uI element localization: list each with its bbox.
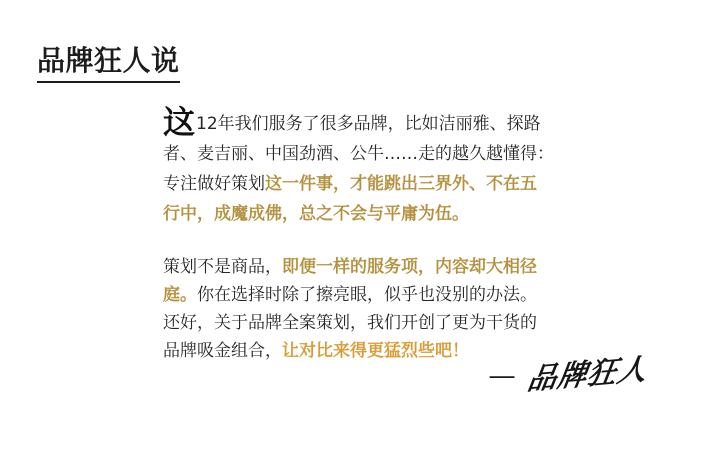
body-text: 品牌吸金组合， [163, 341, 282, 361]
body-text: 你在选择时除了擦亮眼，似乎也没别的办法。 [197, 285, 537, 305]
body-text: 者、麦吉丽、中国劲酒、公牛……走的越久越懂得： [163, 144, 554, 164]
signature-dash: — [488, 361, 516, 390]
page-title: 品牌狂人说 [37, 43, 180, 83]
body-line [163, 199, 548, 229]
drop-cap: 这 [163, 103, 196, 141]
body-text: 还好，关于品牌全案策划，我们开创了更为干货的 [163, 313, 537, 333]
highlight-text: 这一件事，才能跳出三界外、不在五 [265, 174, 537, 194]
body-line [163, 103, 548, 141]
body-line [163, 281, 548, 309]
body-text: 策划不是商品， [163, 257, 282, 277]
body-text: 专注做好策划 [163, 174, 265, 194]
body-text: 12年我们服务了很多品牌，比如洁丽雅、探路 [196, 114, 541, 134]
body-line [163, 253, 548, 281]
body-line [163, 309, 548, 337]
highlight-text: 行中，成魔成佛，总之不会与平庸为伍。 [163, 204, 469, 224]
paragraph-block-1 [163, 103, 554, 229]
highlight-text: 庭。 [163, 285, 197, 305]
signature [488, 351, 651, 397]
signature-name: 品牌狂人 [525, 351, 651, 397]
paragraph-block-2 [163, 253, 548, 365]
highlight-text: 即便一样的服务项，内容却大相径 [282, 257, 537, 277]
body-line [163, 169, 548, 199]
highlight-text: 让对比来得更猛烈些吧！ [282, 341, 469, 361]
body-line [163, 139, 554, 169]
